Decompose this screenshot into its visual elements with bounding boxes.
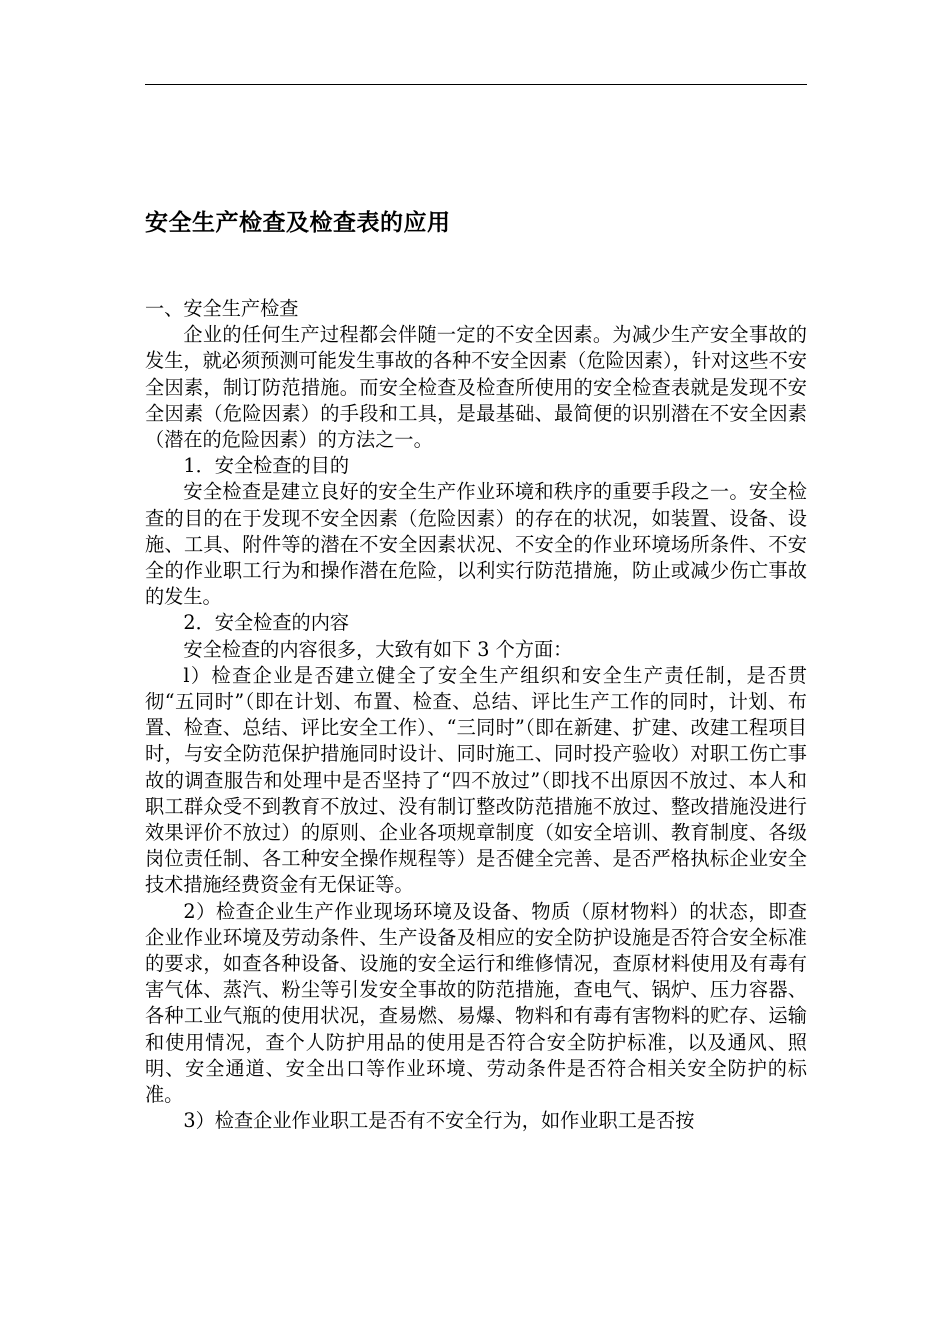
- subheading-content: 2．安全检查的内容: [183, 611, 350, 635]
- document-title: 安全生产检查及检查表的应用: [145, 210, 451, 236]
- header-rule: [145, 84, 807, 85]
- paragraph-item-2: 2）检查企业生产作业现场环境及设备、物质（原材物料）的状态，即查企业作业环境及劳动条件、生产设备及相应的安全防护设施是否符合安全标准的要求，如查各种设备、设施的安全运行和维修情况，查原材料使用及有毒有害气体、蒸汽、粉尘等引发安全事故的防范措施，查电气、锅炉、压力容器、各种工业气瓶的使用状况，查易燃、易爆、物料和有毒有害物料的贮存、运输和使用情况，查个人防护用品的使用是否符合安全防护标准，以及通风、照明、安全通道、安全出口等作业环境、劳动条件是否符合相关安全防护的标准。: [145, 899, 807, 1107]
- paragraph-intro: 企业的任何生产过程都会伴随一定的不安全因素。为减少生产安全事故的发生，就必须预测可能发生事故的各种不安全因素（危险因素），针对这些不安全因素，制订防范措施。而安全检查及检查所使用的安全检查表就是发现不安全因素（危险因素）的手段和工具，是最基础、最简便的识别潜在不安全因素（潜在的危险因素）的方法之一。: [145, 323, 807, 452]
- subheading-purpose: 1．安全检查的目的: [183, 454, 350, 478]
- section-heading: 一、安全生产检查: [145, 297, 299, 320]
- paragraph-item-3: 3）检查企业作业职工是否有不安全行为，如作业职工是否按: [183, 1109, 695, 1133]
- document-body: [145, 296, 807, 1135]
- paragraph-item-1: l）检查企业是否建立健全了安全生产组织和安全生产责任制，是否贯彻“五同时”（即在计划、布置、检查、总结、评比生产工作的同时，计划、布置、检查、总结、评比安全工作）、“三同时”（即在新建、扩建、改建工程项目时，与安全防范保护措施同时设计、同时施工、同时投产验收）对职工伤亡事故的调查服告和处理中是否坚持了“四不放过”（即找不出原因不放过、本人和职工群众受不到教育不放过、没有制订整改防范措施不放过、整改措施没进行效果评价不放过）的原则、企业各项规章制度（如安全培训、教育制度、各级岗位责任制、各工种安全操作规程等）是否健全完善、是否严格执标企业安全技术措施经费资金有无保证等。: [145, 663, 807, 897]
- paragraph-content-lead: 安全检查的内容很多，大致有如下 3 个方面：: [183, 637, 573, 661]
- paragraph-purpose: 安全检查是建立良好的安全生产作业环境和秩序的重要手段之一。安全检查的目的在于发现不安全因素（危险因素）的存在的状况，如装置、设备、设施、工具、附件等的潜在不安全因素状况、不安全的作业环境场所条件、不安全的作业职工行为和操作潜在危险，以利实行防范措施，防止或减少伤亡事故的发生。: [145, 480, 807, 609]
